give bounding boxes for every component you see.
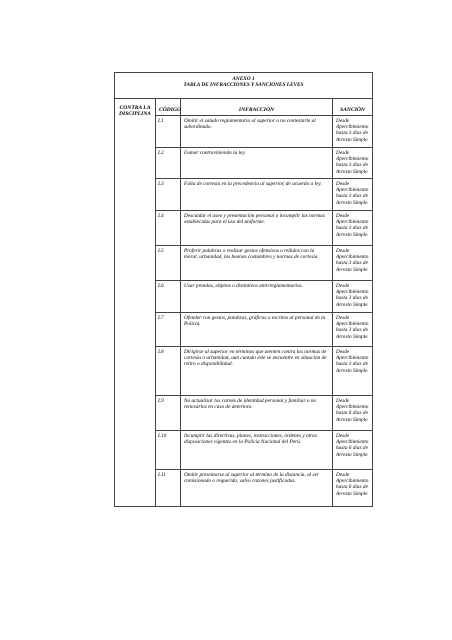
cell-sanction: Desde Apercibimiento hasta 3 días de Arresto Simple. bbox=[333, 211, 373, 246]
cell-infraction: Dirigirse al superior en términos que atenten contra las normas de cortesía o urbanidad, aun cuando éste se encuentre en situación de retiro o disponibilidad. bbox=[181, 347, 333, 396]
document-page bbox=[114, 72, 372, 507]
cell-sanction: Desde Apercibimiento hasta 3 días de Arresto Simple. bbox=[333, 179, 373, 211]
cell-sanction: Desde Apercibimiento hasta 3 días de Arresto Simple. bbox=[333, 313, 373, 347]
cell-code: L3 bbox=[156, 179, 181, 211]
table-title-row bbox=[115, 73, 373, 99]
cell-sanction: Desde Apercibimiento hasta 3 días de Arresto Simple. bbox=[333, 116, 373, 148]
cell-code: L9 bbox=[156, 396, 181, 431]
cell-code: L4 bbox=[156, 211, 181, 246]
cell-code: L11 bbox=[156, 470, 181, 507]
header-infraccion: INFRACCIÓN bbox=[181, 99, 333, 116]
cell-code: L8 bbox=[156, 347, 181, 396]
header-sancion: SANCIÓN bbox=[333, 99, 373, 116]
cell-infraction: Ofender con gestos, palabras, gráficos o escritos al personal de la Policía. bbox=[181, 313, 333, 347]
table-subtitle: TABLA DE INFRACCIONES Y SANCIONES LEVES bbox=[183, 82, 304, 89]
table-header-row bbox=[115, 99, 373, 116]
cell-code: L2 bbox=[156, 148, 181, 179]
cell-sanction: Desde Apercibimiento hasta 3 días de Arresto Simple. bbox=[333, 347, 373, 396]
cell-infraction: Descuidar el aseo y presentación personal o incumplir las normas establecidas para el uso del uniforme. bbox=[181, 211, 333, 246]
cell-code: L1 bbox=[156, 116, 181, 148]
cell-sanction: Desde Apercibimiento hasta 6 días de Arresto Simple. bbox=[333, 431, 373, 470]
cell-infraction: Incumplir las directivas, planes, instrucciones, órdenes y otras disposiciones vigentes en la Policía Nacional del Perú. bbox=[181, 431, 333, 470]
header-codigo: CÓDIGO bbox=[156, 99, 181, 116]
cell-sanction: Desde Apercibimiento hasta 3 días de Arresto Simple. bbox=[333, 246, 373, 281]
cell-code: L5 bbox=[156, 246, 181, 281]
cell-sanction: Desde Apercibimiento hasta 3 días de Arresto Simple. bbox=[333, 281, 373, 313]
cell-infraction: Proferir palabras o realizar gestos ofensivos o reñidos con la moral, urbanidad, las buenas costumbres y normas de cortesía. bbox=[181, 246, 333, 281]
cell-code: L10 bbox=[156, 431, 181, 470]
table-title bbox=[115, 73, 373, 99]
cell-infraction: Falta de cortesía en la precedencia al superior, de acuerdo a ley. bbox=[181, 179, 333, 211]
cell-infraction: Omitir el saludo reglamentario al superior o no contestarle al subordinado. bbox=[181, 116, 333, 148]
infractions-table bbox=[114, 72, 373, 507]
cell-sanction: Desde Apercibimiento hasta 6 días de Arresto Simple. bbox=[333, 470, 373, 507]
annex-title: ANEXO 1 bbox=[232, 76, 255, 82]
cell-code: L7 bbox=[156, 313, 181, 347]
cell-sanction: Desde Apercibimiento hasta 3 días de Arresto Simple. bbox=[333, 148, 373, 179]
header-contra-la-disciplina: CONTRA LA DISCIPLINA bbox=[115, 99, 156, 507]
cell-infraction: Usar prendas, objetos o distintivos antirreglamentarios. bbox=[181, 281, 333, 313]
cell-code: L6 bbox=[156, 281, 181, 313]
cell-infraction: No actualizar los carnés de identidad personal y familiar o no renovarlos en caso de deterioro. bbox=[181, 396, 333, 431]
cell-infraction: Omitir presentarse al superior al término de la distancia, al ser comisionado o requerido, salvo razones justificadas. bbox=[181, 470, 333, 507]
cell-sanction: Desde Apercibimiento hasta 6 días de Arresto Simple. bbox=[333, 396, 373, 431]
cell-infraction: Fumar contraviniendo la ley. bbox=[181, 148, 333, 179]
